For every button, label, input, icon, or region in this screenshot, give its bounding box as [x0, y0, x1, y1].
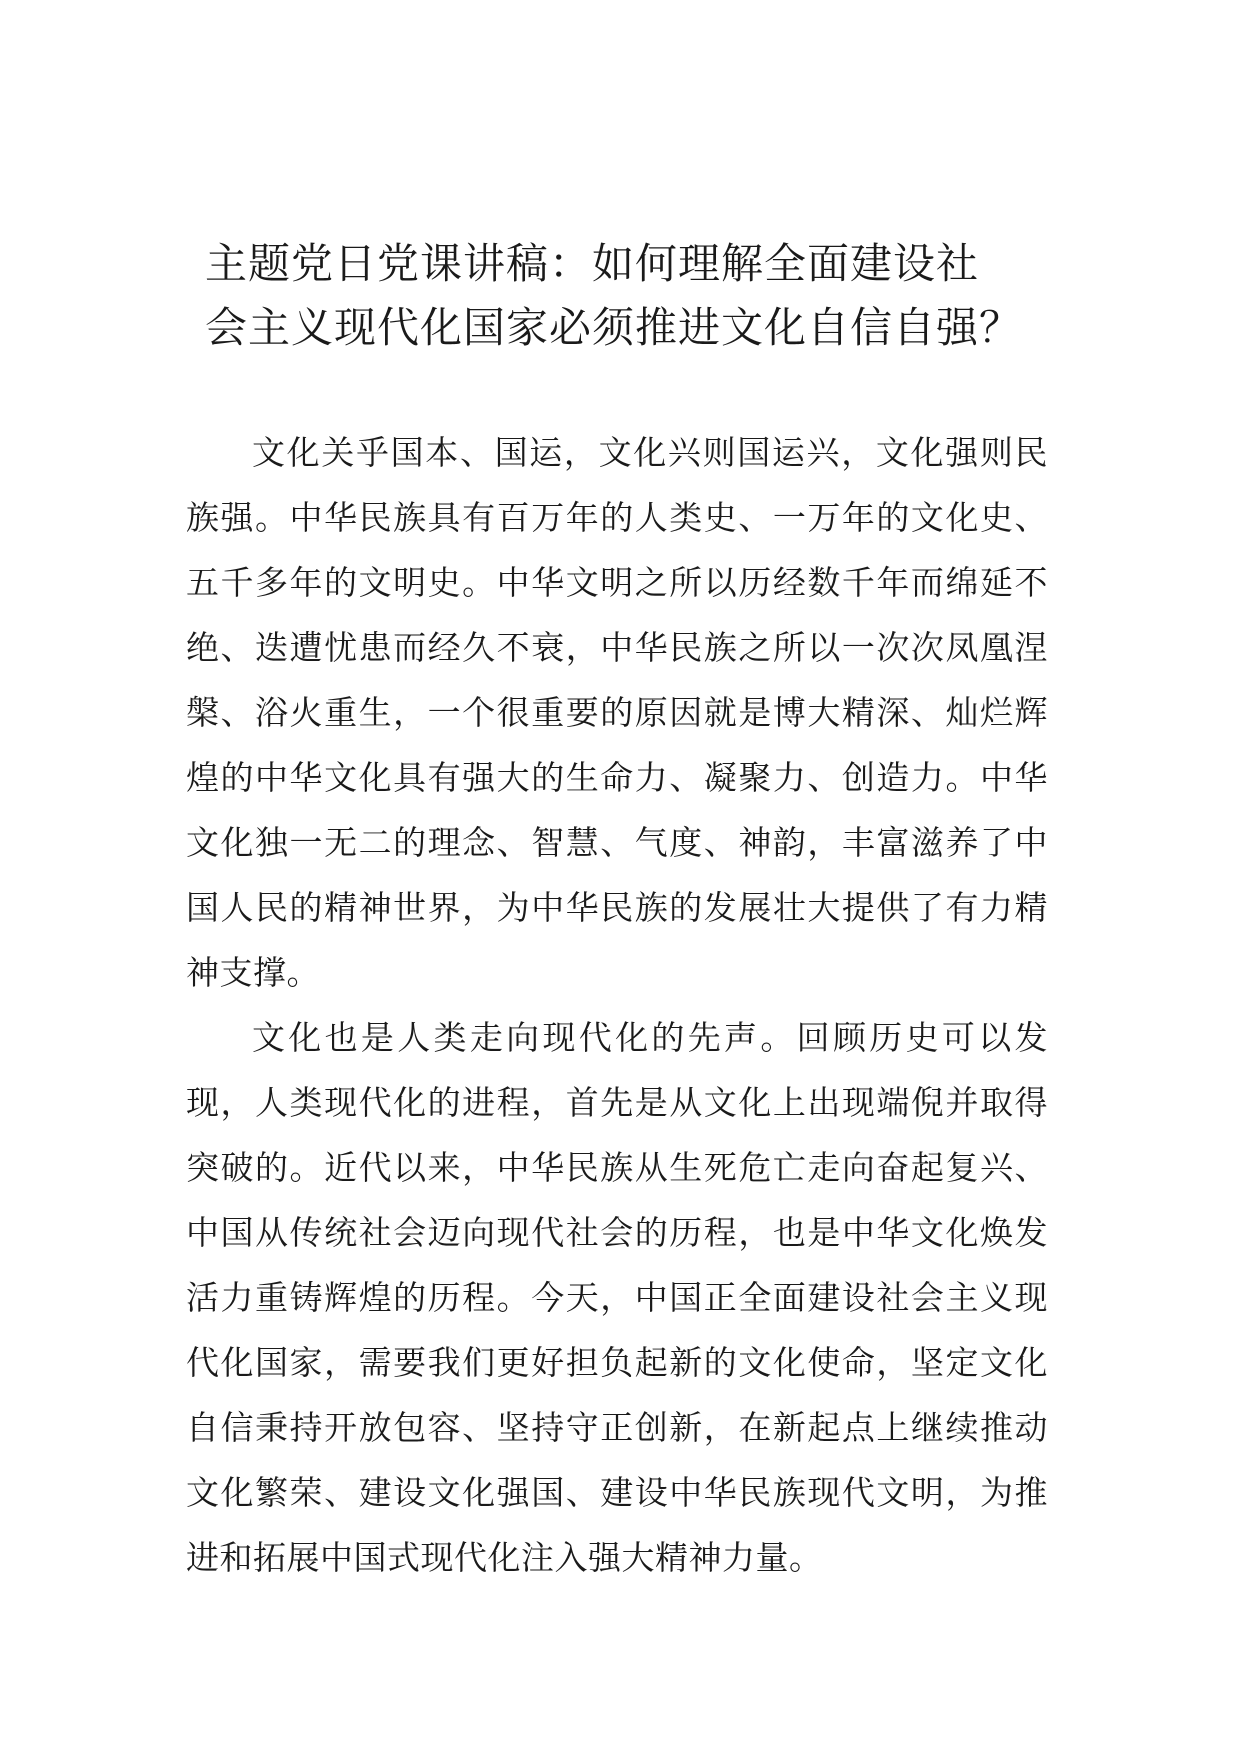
body-paragraph-1: 文化关乎国本、国运，文化兴则国运兴，文化强则民族强。中华民族具有百万年的人类史、一万年的文化史、五千多年的文明史。中华文明之所以历经数千年而绵延不绝、迭遭忧患而经久不衰，中华民族之所以一次次凤凰涅槃、浴火重生，一个很重要的原因就是博大精深、灿烂辉煌的中华文化具有强大的生命力、凝聚力、创造力。中华文化独一无二的理念、智慧、气度、神韵，丰富滋养了中国人民的精神世界，为中华民族的发展壮大提供了有力精神支撑。 — [186, 433, 1048, 992]
body-paragraph-2: 文化也是人类走向现代化的先声。回顾历史可以发现，人类现代化的进程，首先是从文化上出现端倪并取得突破的。近代以来，中华民族从生死危亡走向奋起复兴、中国从传统社会迈向现代社会的历程，也是中华文化焕发活力重铸辉煌的历程。今天，中国正全面建设社会主义现代化国家，需要我们更好担负起新的文化使命，坚定文化自信秉持开放包容、坚持守正创新，在新起点上继续推动文化繁荣、建设文化强国、建设中华民族现代文明，为推进和拓展中国式现代化注入强大精神力量。 — [186, 1018, 1048, 1577]
title-line-2: 会主义现代化国家必须推进文化自信自强？ — [205, 303, 1023, 352]
document-title — [205, 232, 1085, 360]
title-line-1: 主题党日党课讲稿：如何理解全面建设社 — [205, 239, 980, 288]
document-body — [186, 420, 1048, 1590]
